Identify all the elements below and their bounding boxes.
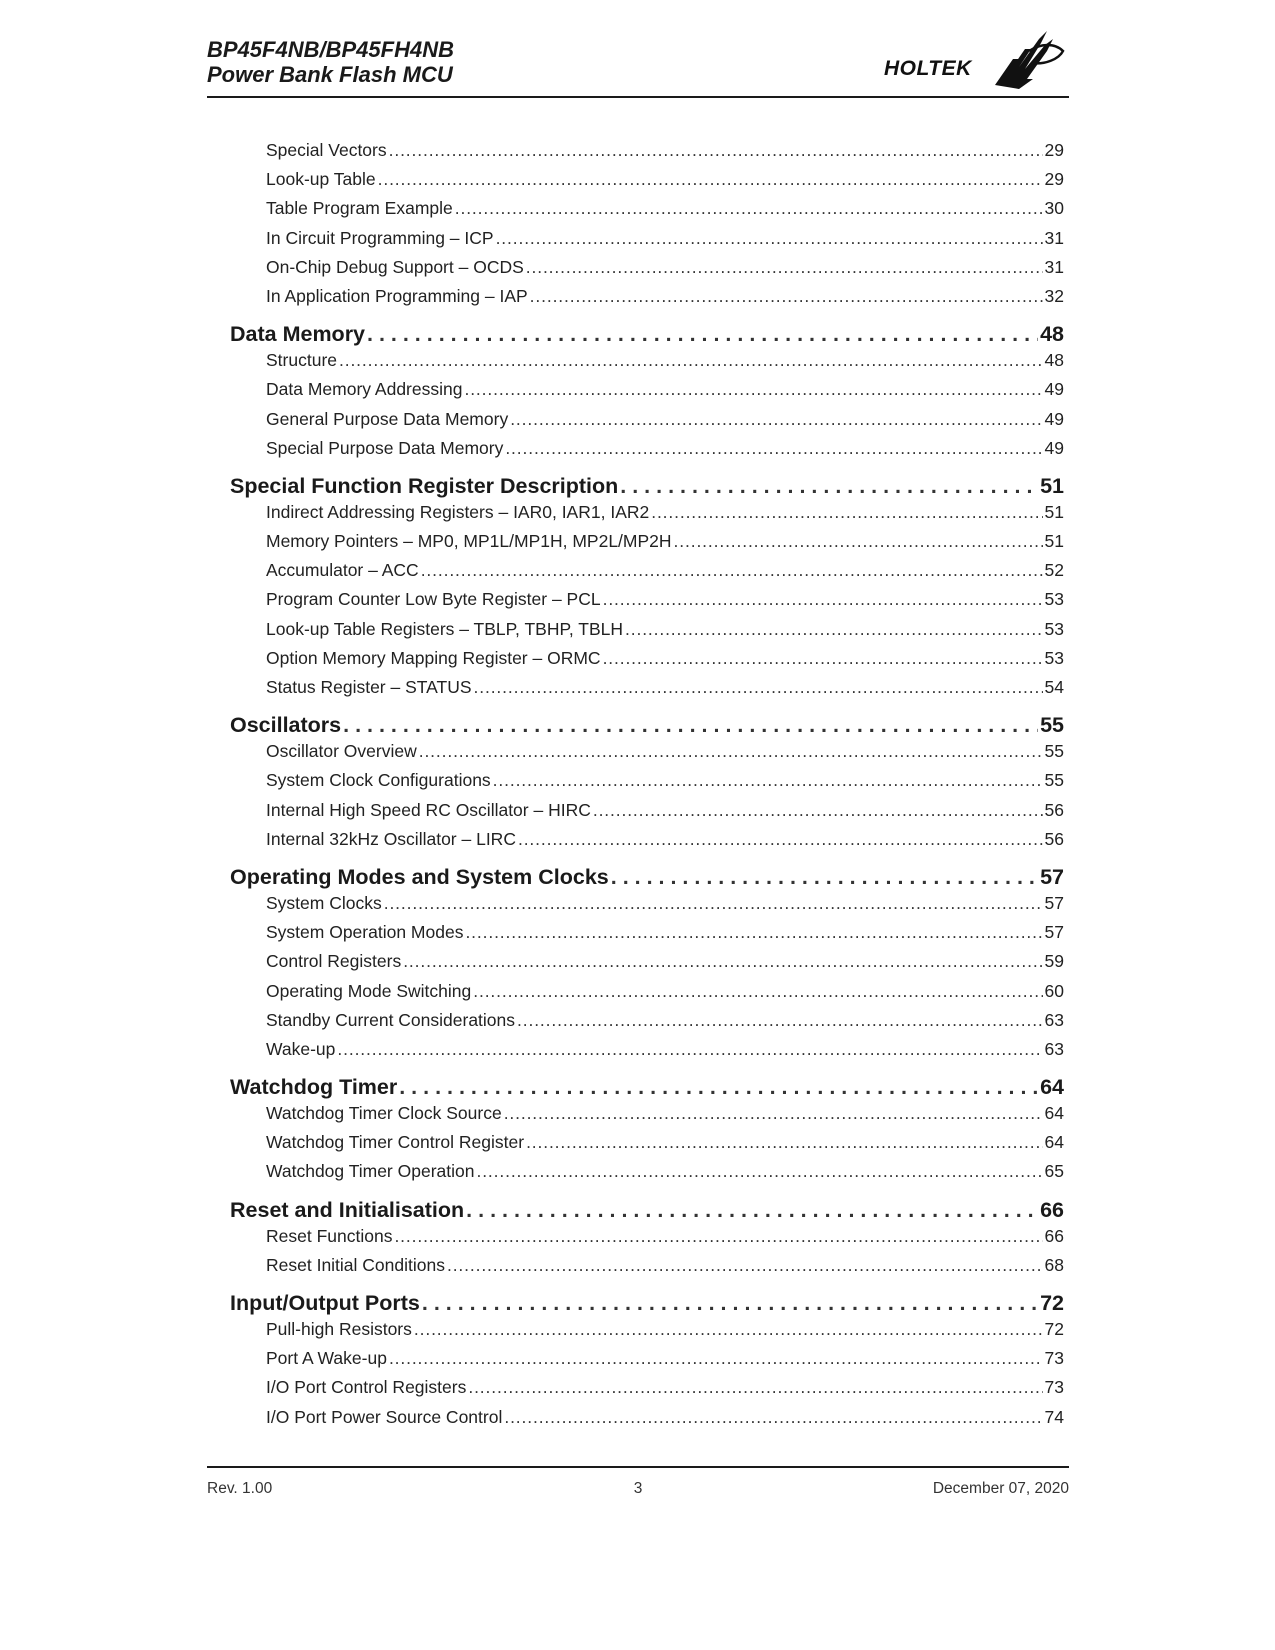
toc-entry-page: 74: [1044, 1406, 1064, 1427]
toc-entry-title: Table Program Example: [266, 198, 453, 219]
toc-entry-title: Internal 32kHz Oscillator – LIRC: [266, 828, 516, 849]
toc-section-entry[interactable]: [230, 473, 1064, 500]
toc-entry-title: Reset Initial Conditions: [266, 1254, 445, 1275]
toc-dot-leader: [343, 712, 1038, 739]
toc-entry-page: 51: [1044, 501, 1064, 522]
toc-entry-page: 73: [1044, 1348, 1064, 1369]
toc-entry-page: 54: [1044, 677, 1064, 697]
document-title-line1: BP45F4NB/BP45FH4NB: [207, 37, 454, 62]
toc-entry-title: Port A Wake-up: [266, 1348, 387, 1369]
toc-entry-title: System Operation Modes: [266, 922, 464, 943]
toc-subsection-entry[interactable]: [230, 284, 1064, 313]
toc-entry-title: Reset and Initialisation: [230, 1197, 465, 1222]
page-header: [207, 36, 1069, 98]
toc-entry-page: 57: [1040, 864, 1064, 889]
toc-entry-page: 65: [1044, 1161, 1064, 1182]
toc-dot-leader: [504, 1405, 1042, 1429]
toc-entry-title: Reset Functions: [266, 1225, 393, 1246]
toc-subsection-entry[interactable]: [230, 1159, 1064, 1188]
toc-dot-leader: [603, 587, 1043, 611]
toc-dot-leader: [526, 1130, 1042, 1154]
toc-entry-title: On-Chip Debug Support – OCDS: [266, 256, 524, 277]
toc-dot-leader: [526, 255, 1043, 279]
toc-subsection-entry[interactable]: [230, 138, 1064, 167]
toc-entry-page: 55: [1044, 741, 1064, 762]
toc-subsection-entry[interactable]: [230, 1037, 1064, 1066]
toc-entry-title: Internal High Speed RC Oscillator – HIRC: [266, 799, 591, 820]
toc-dot-leader: [505, 436, 1042, 460]
toc-entry-page: 53: [1044, 647, 1064, 668]
toc-entry-page: 56: [1044, 799, 1064, 820]
toc-subsection-entry[interactable]: [230, 920, 1064, 949]
toc-subsection-entry[interactable]: [230, 1346, 1064, 1375]
toc-entry-title: Status Register – STATUS: [266, 677, 472, 697]
toc-entry-page: 52: [1044, 560, 1064, 581]
toc-entry-page: 29: [1044, 140, 1064, 160]
toc-entry-page: 64: [1040, 1075, 1064, 1100]
toc-subsection-entry[interactable]: [230, 1008, 1064, 1037]
toc-entry-page: 29: [1044, 169, 1064, 190]
document-title: [207, 37, 454, 87]
toc-dot-leader: [603, 646, 1043, 670]
toc-entry-title: Special Vectors: [266, 140, 387, 160]
toc-dot-leader: [389, 138, 1043, 162]
toc-entry-page: 57: [1044, 892, 1064, 913]
toc-subsection-entry[interactable]: [230, 348, 1064, 377]
toc-entry-page: 59: [1044, 951, 1064, 972]
toc-entry-title: Standby Current Considerations: [266, 1009, 516, 1030]
footer-page-number: 3: [633, 1480, 643, 1497]
toc-dot-leader: [468, 1375, 1042, 1399]
toc-dot-leader: [466, 1197, 1038, 1224]
toc-entry-page: 56: [1044, 828, 1064, 849]
toc-entry-title: Look-up Table Registers – TBLP, TBHP, TBLH: [266, 618, 624, 639]
toc-subsection-entry[interactable]: [230, 196, 1064, 225]
toc-dot-leader: [419, 739, 1043, 763]
toc-subsection-entry[interactable]: [230, 617, 1064, 646]
toc-dot-leader: [399, 1074, 1038, 1101]
toc-entry-title: System Clock Configurations: [266, 770, 491, 791]
toc-subsection-entry[interactable]: [230, 646, 1064, 675]
toc-entry-title: Input/Output Ports: [230, 1291, 420, 1315]
holtek-logo: [884, 29, 1069, 91]
toc-dot-leader: [389, 1346, 1043, 1370]
page-footer: [207, 1466, 1069, 1508]
logo-text: HOLTEK: [884, 57, 972, 80]
toc-subsection-entry[interactable]: [230, 226, 1064, 255]
toc-subsection-entry[interactable]: [230, 827, 1064, 856]
toc-dot-leader: [367, 321, 1038, 348]
footer-revision: Rev. 1.00: [207, 1480, 273, 1497]
toc-entry-title: In Circuit Programming – ICP: [266, 227, 494, 248]
toc-entry-page: 66: [1040, 1197, 1064, 1222]
toc-dot-leader: [620, 473, 1038, 500]
toc-entry-title: Oscillators: [230, 713, 342, 738]
toc-entry-page: 64: [1044, 1132, 1064, 1153]
toc-subsection-entry[interactable]: [230, 1405, 1064, 1434]
toc-dot-leader: [651, 500, 1042, 524]
toc-entry-title: Wake-up: [266, 1038, 336, 1059]
toc-section-entry[interactable]: [230, 1074, 1064, 1101]
toc-subsection-entry[interactable]: [230, 500, 1064, 529]
toc-entry-title: Look-up Table: [266, 169, 376, 190]
toc-subsection-entry[interactable]: [230, 675, 1064, 704]
toc-entry-page: 66: [1044, 1225, 1064, 1246]
toc-entry-title: Control Registers: [266, 951, 402, 972]
toc-entry-title: Data Memory: [230, 322, 366, 347]
toc-dot-leader: [674, 529, 1043, 553]
toc-dot-leader: [473, 979, 1042, 1003]
toc-dot-leader: [421, 558, 1043, 582]
toc-entry-page: 48: [1040, 322, 1064, 347]
toc-entry-page: 72: [1044, 1319, 1064, 1339]
toc-entry-page: 48: [1044, 350, 1064, 371]
toc-subsection-entry[interactable]: [230, 1101, 1064, 1130]
toc-subsection-entry[interactable]: [230, 587, 1064, 616]
toc-entry-title: I/O Port Control Registers: [266, 1377, 467, 1398]
toc-entry-title: Indirect Addressing Registers – IAR0, IAR1, IAR2: [266, 501, 650, 522]
toc-subsection-entry[interactable]: [230, 798, 1064, 827]
toc-entry-page: 53: [1044, 589, 1064, 610]
toc-section-entry[interactable]: [230, 1197, 1064, 1224]
toc-dot-leader: [403, 949, 1042, 973]
toc-subsection-entry[interactable]: [230, 529, 1064, 558]
toc-dot-leader: [504, 1101, 1043, 1125]
toc-dot-leader: [414, 1317, 1043, 1341]
toc-entry-page: 51: [1044, 531, 1064, 552]
toc-dot-leader: [447, 1253, 1043, 1277]
footer-date: December 07, 2020: [932, 1480, 1069, 1497]
toc-subsection-entry[interactable]: [230, 1253, 1064, 1282]
toc-section-entry[interactable]: [230, 1290, 1064, 1317]
toc-subsection-entry[interactable]: [230, 1130, 1064, 1159]
toc-entry-page: 72: [1040, 1291, 1064, 1315]
toc-dot-leader: [530, 284, 1043, 308]
toc-dot-leader: [518, 827, 1043, 851]
toc-entry-page: 31: [1044, 256, 1064, 277]
toc-entry-title: General Purpose Data Memory: [266, 408, 509, 429]
holtek-wing-icon: [989, 29, 1069, 91]
toc-entry-title: Memory Pointers – MP0, MP1L/MP1H, MP2L/MP2H: [266, 531, 672, 552]
toc-dot-leader: [378, 167, 1043, 191]
toc-subsection-entry[interactable]: [230, 891, 1064, 920]
toc-entry-title: System Clocks: [266, 892, 382, 913]
toc-entry-page: 30: [1044, 198, 1064, 219]
toc-entry-page: 73: [1044, 1377, 1064, 1398]
toc-dot-leader: [455, 196, 1043, 220]
toc-subsection-entry[interactable]: [230, 739, 1064, 768]
toc-entry-page: 53: [1044, 618, 1064, 639]
toc-entry-page: 60: [1044, 980, 1064, 1001]
toc-dot-leader: [496, 226, 1043, 250]
toc-entry-page: 68: [1044, 1254, 1064, 1275]
toc-dot-leader: [339, 348, 1043, 372]
toc-entry-page: 55: [1040, 713, 1064, 738]
toc-dot-leader: [384, 891, 1043, 915]
toc-entry-page: 49: [1044, 437, 1064, 458]
toc-entry-title: Special Function Register Description: [230, 473, 619, 498]
toc-entry-title: Watchdog Timer Control Register: [266, 1132, 525, 1153]
toc-dot-leader: [465, 920, 1042, 944]
toc-entry-page: 55: [1044, 770, 1064, 791]
toc-dot-leader: [625, 617, 1043, 641]
toc-section-entry[interactable]: [230, 712, 1064, 739]
toc-entry-title: Accumulator – ACC: [266, 560, 419, 581]
toc-entry-title: Structure: [266, 350, 337, 371]
toc-dot-leader: [474, 675, 1043, 699]
toc-dot-leader: [476, 1159, 1042, 1183]
toc-dot-leader: [422, 1290, 1038, 1317]
document-title-line2: Power Bank Flash MCU: [207, 62, 453, 87]
toc-subsection-entry[interactable]: [230, 1375, 1064, 1404]
toc-entry-page: 64: [1044, 1103, 1064, 1124]
toc-dot-leader: [517, 1008, 1043, 1032]
toc-dot-leader: [394, 1224, 1042, 1248]
toc-entry-page: 57: [1044, 922, 1064, 943]
toc-subsection-entry[interactable]: [230, 949, 1064, 978]
toc-section-entry[interactable]: [230, 321, 1064, 348]
toc-section-entry[interactable]: [230, 864, 1064, 891]
toc-dot-leader: [464, 377, 1042, 401]
toc-subsection-entry[interactable]: [230, 167, 1064, 196]
toc-entry-title: Operating Modes and System Clocks: [230, 864, 609, 889]
toc-entry-page: 51: [1040, 473, 1064, 498]
toc-dot-leader: [611, 864, 1038, 891]
table-of-contents: [230, 138, 1064, 1434]
toc-subsection-entry[interactable]: [230, 558, 1064, 587]
toc-dot-leader: [493, 768, 1043, 792]
toc-entry-title: Program Counter Low Byte Register – PCL: [266, 589, 601, 610]
toc-entry-title: Watchdog Timer Clock Source: [266, 1103, 502, 1124]
toc-entry-page: 49: [1044, 408, 1064, 429]
toc-subsection-entry[interactable]: [230, 768, 1064, 797]
toc-entry-title: Data Memory Addressing: [266, 379, 463, 400]
toc-entry-page: 63: [1044, 1038, 1064, 1059]
toc-subsection-entry[interactable]: [230, 377, 1064, 406]
toc-entry-page: 49: [1044, 379, 1064, 400]
toc-entry-title: Oscillator Overview: [266, 741, 417, 762]
toc-subsection-entry[interactable]: [230, 407, 1064, 436]
toc-dot-leader: [337, 1037, 1042, 1061]
toc-entry-page: 32: [1044, 285, 1064, 306]
toc-entry-title: Pull-high Resistors: [266, 1319, 412, 1339]
toc-entry-page: 63: [1044, 1009, 1064, 1030]
toc-subsection-entry[interactable]: [230, 1224, 1064, 1253]
toc-subsection-entry[interactable]: [230, 1317, 1064, 1346]
toc-dot-leader: [593, 798, 1043, 822]
toc-subsection-entry[interactable]: [230, 979, 1064, 1008]
toc-subsection-entry[interactable]: [230, 436, 1064, 465]
toc-entry-page: 31: [1044, 227, 1064, 248]
toc-entry-title: I/O Port Power Source Control: [266, 1406, 503, 1427]
toc-entry-title: Special Purpose Data Memory: [266, 437, 504, 458]
toc-entry-title: Watchdog Timer Operation: [266, 1161, 475, 1182]
toc-subsection-entry[interactable]: [230, 255, 1064, 284]
toc-entry-title: Watchdog Timer: [230, 1075, 398, 1100]
toc-dot-leader: [510, 407, 1042, 431]
toc-entry-title: Option Memory Mapping Register – ORMC: [266, 647, 601, 668]
toc-entry-title: Operating Mode Switching: [266, 980, 472, 1001]
toc-entry-title: In Application Programming – IAP: [266, 285, 528, 306]
